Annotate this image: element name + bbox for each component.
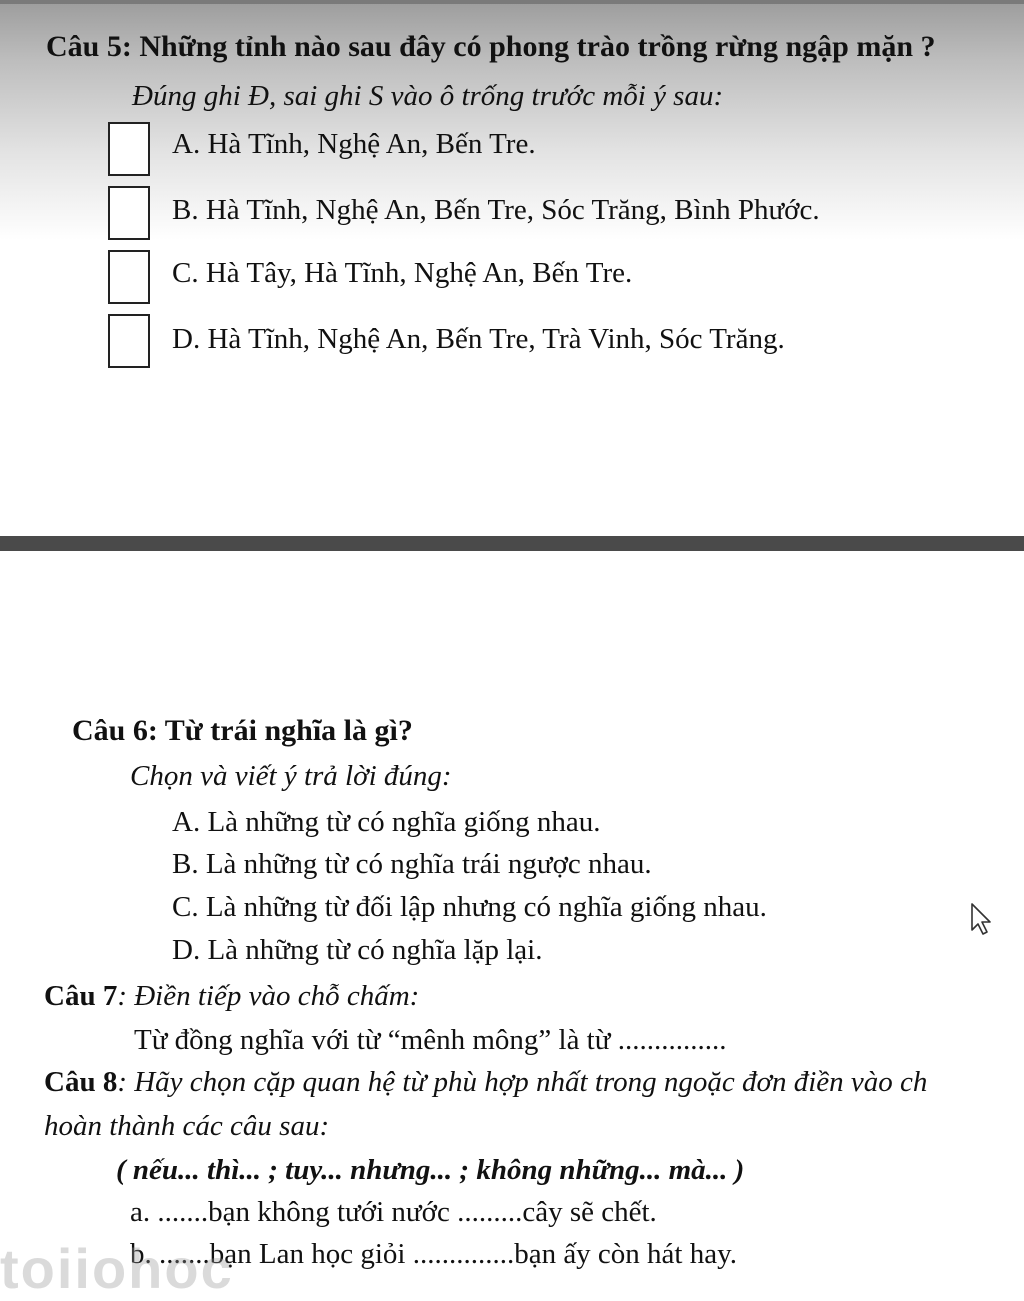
- q7-sentence: Từ đồng nghĩa với từ “mênh mông” là từ ...............: [134, 1024, 727, 1056]
- q8-item-a: a. .......bạn không tưới nước .........cây sẽ chết.: [130, 1196, 657, 1228]
- page-divider: [0, 536, 1024, 551]
- q6-title: Câu 6: Từ trái nghĩa là gì?: [72, 714, 413, 747]
- mouse-pointer-icon: [970, 902, 992, 936]
- q8-instruction-line1: : Hãy chọn cặp quan hệ từ phù hợp nhất trong ngoặc đơn điền vào ch: [117, 1066, 928, 1098]
- q5-option-b: B. Hà Tĩnh, Nghệ An, Bến Tre, Sóc Trăng, Bình Phước.: [172, 194, 820, 226]
- q5-answer-box-a[interactable]: [108, 122, 150, 176]
- q8-instruction-line2: hoàn thành các câu sau:: [44, 1110, 330, 1142]
- q7-instruction: : Điền tiếp vào chỗ chấm:: [117, 980, 420, 1012]
- q6-option-a: A. Là những từ có nghĩa giống nhau.: [172, 806, 601, 838]
- q8-choices: ( nếu... thì... ; tuy... nhưng... ; không những... mà... ): [116, 1154, 745, 1186]
- top-edge-bar: [0, 0, 1024, 4]
- q6-option-b: B. Là những từ có nghĩa trái ngược nhau.: [172, 848, 652, 880]
- q5-answer-box-d[interactable]: [108, 314, 150, 368]
- q8-heading: [44, 1066, 927, 1099]
- q5-option-d: D. Hà Tĩnh, Nghệ An, Bến Tre, Trà Vinh, Sóc Trăng.: [172, 323, 785, 355]
- q5-instruction: Đúng ghi Đ, sai ghi S vào ô trống trước mỗi ý sau:: [132, 80, 724, 112]
- q8-label: Câu 8: [44, 1066, 118, 1098]
- q5-answer-box-b[interactable]: [108, 186, 150, 240]
- q6-instruction: Chọn và viết ý trả lời đúng:: [130, 760, 452, 792]
- watermark: toiiohoc: [0, 1237, 234, 1300]
- q5-answer-box-c[interactable]: [108, 250, 150, 304]
- q5-option-a: A. Hà Tĩnh, Nghệ An, Bến Tre.: [172, 128, 536, 160]
- q6-option-c: C. Là những từ đối lập nhưng có nghĩa giống nhau.: [172, 891, 767, 923]
- q8-item-b: b. .......bạn Lan học giỏi ..............bạn ấy còn hát hay.: [130, 1238, 737, 1270]
- q5-title: Câu 5: Những tỉnh nào sau đây có phong trào trồng rừng ngập mặn ?: [46, 30, 936, 63]
- q7-heading: [44, 980, 419, 1013]
- q7-label: Câu 7: [44, 980, 118, 1012]
- q5-option-c: C. Hà Tây, Hà Tĩnh, Nghệ An, Bến Tre.: [172, 257, 633, 289]
- q6-option-d: D. Là những từ có nghĩa lặp lại.: [172, 934, 543, 966]
